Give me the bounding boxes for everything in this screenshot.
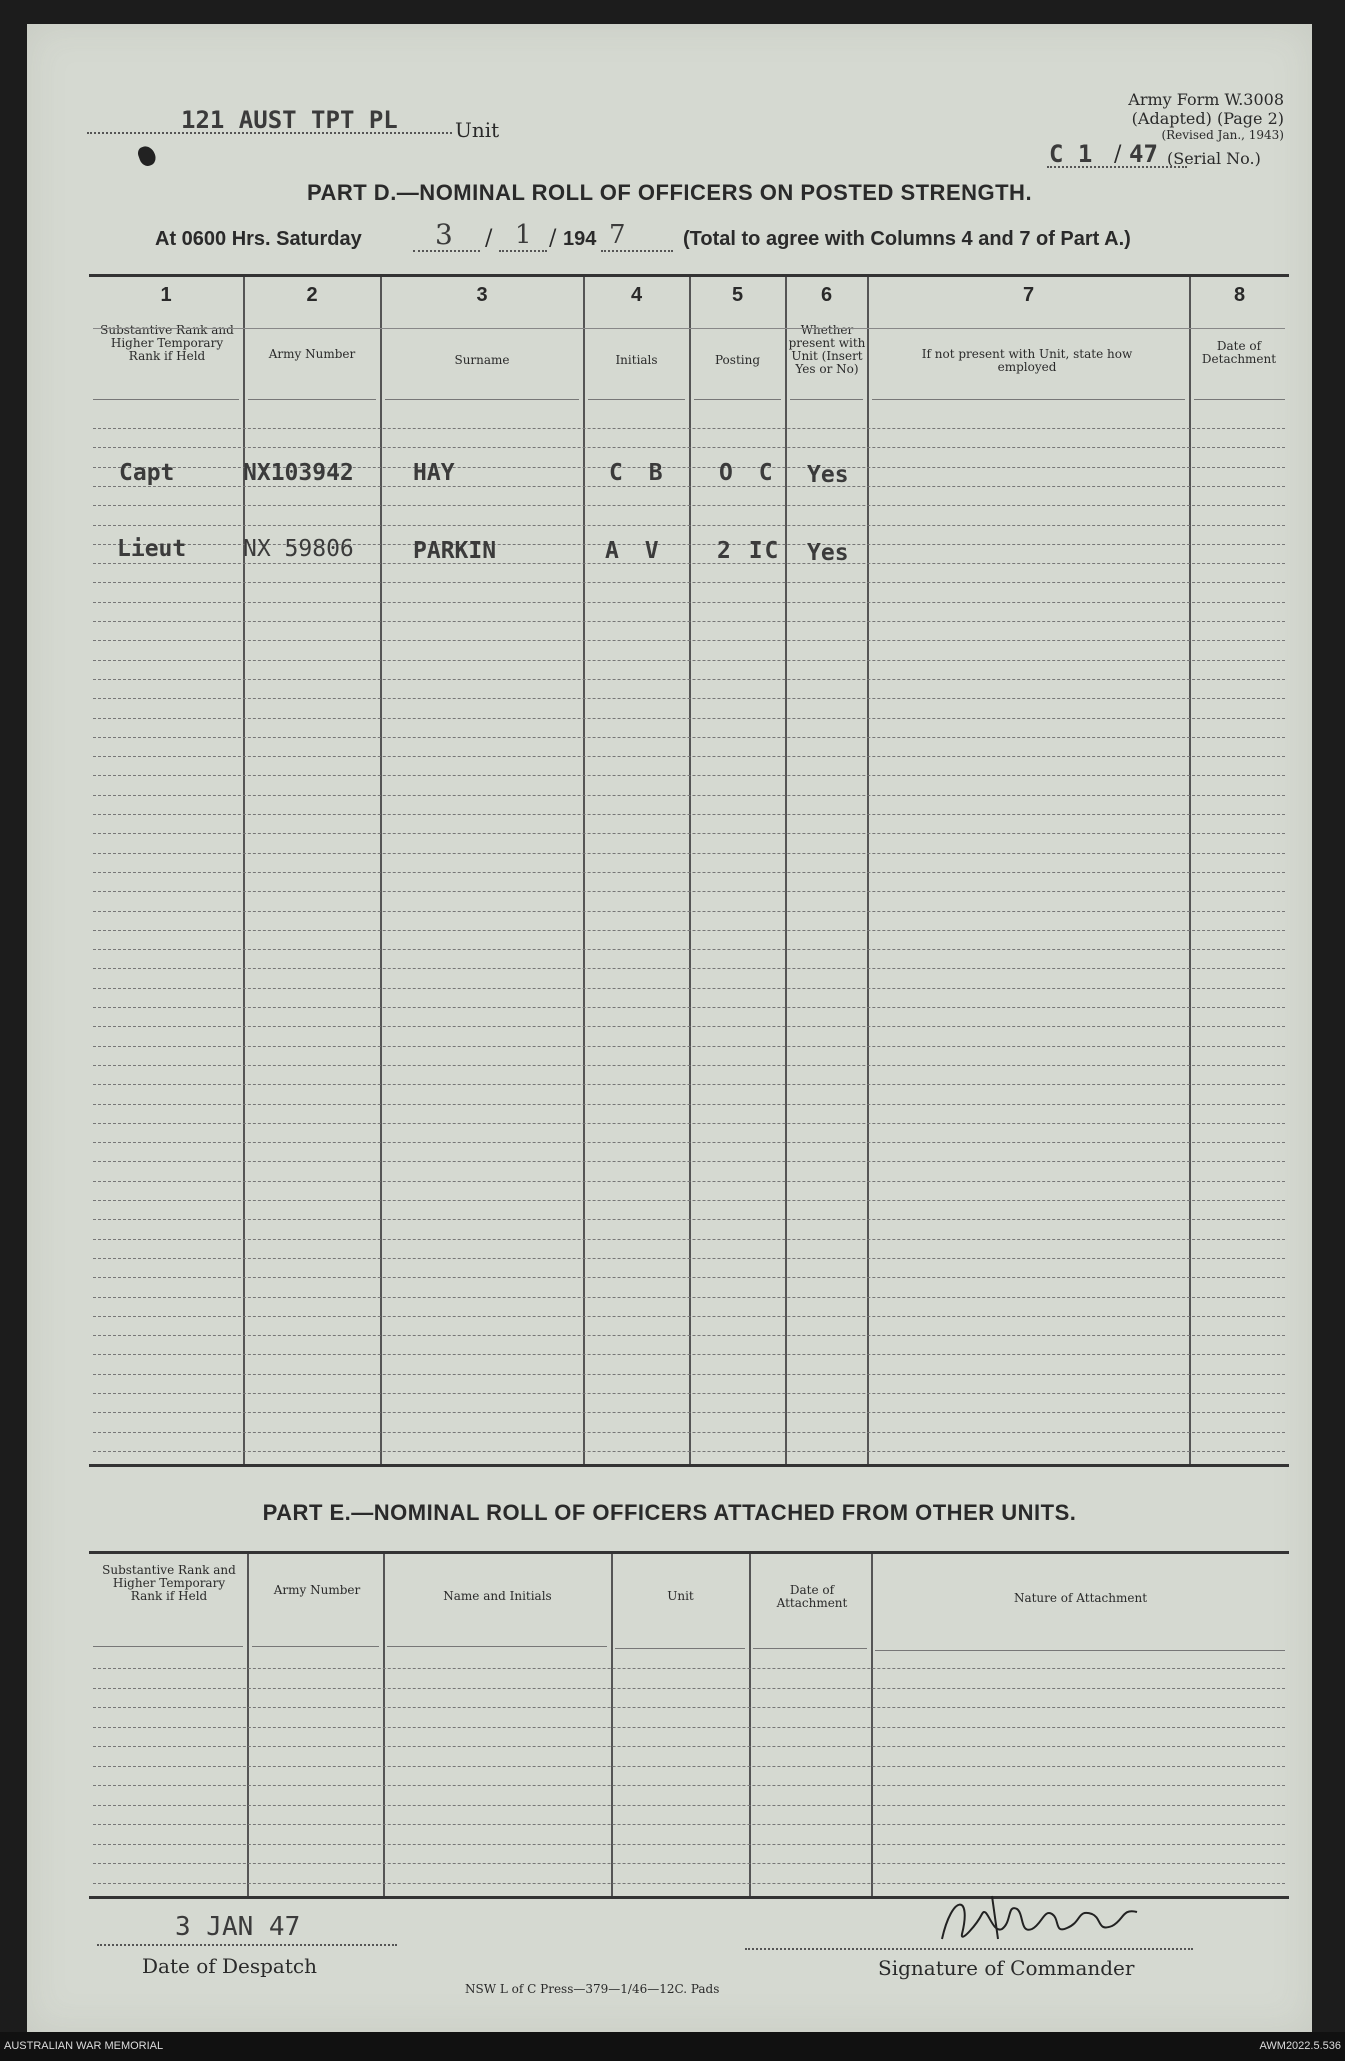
despatch-value: 3 JAN 47 [175,1912,301,1942]
row-1-surname: HAY [413,460,455,486]
part-d-ruled-line [93,1065,1285,1066]
col-6-header-rule [790,399,863,400]
part-e-ruled-line [93,1727,1285,1728]
part-d-ruled-line [93,1104,1285,1105]
col-8-header-rule [1194,399,1285,400]
part-d-ruled-line [93,1026,1285,1027]
part-d-ruled-line [93,525,1285,526]
part-d-ruled-line [93,1297,1285,1298]
col-2-number: 2 [306,284,318,306]
part-d-ruled-line [93,679,1285,680]
part-d-ruled-line [93,582,1285,583]
archive-id: AWM2022.5.536 [1259,2040,1341,2052]
part-d-ruled-line [93,814,1285,815]
col-7-header-rule [872,399,1185,400]
col-1-header: Substantive Rank and Higher Temporary Rank if Held [100,323,234,363]
part-d-ruled-line [93,968,1285,969]
part-e-ruled-line [93,1746,1285,1747]
part-d-divider-7 [1189,277,1191,1464]
row-2-posting: 2 IC [717,538,781,564]
part-d-ruled-line [93,505,1285,506]
despatch-label: Date of Despatch [142,1954,317,1978]
row-2-present: Yes [807,540,849,566]
part-d-ruled-line [93,1258,1285,1259]
serial-slash: / [1114,142,1122,167]
col-1-number: 1 [160,284,172,306]
part-d-divider-6 [867,277,869,1464]
part-e-ruled-line [93,1785,1285,1786]
row-2-rank: Lieut [117,536,187,562]
row-1-rank: Capt [119,460,175,486]
serial-label: (Serial No.) [1167,149,1261,168]
part-d-ruled-line [93,1200,1285,1201]
e-col-1-header: Substantive Rank and Higher Temporary Rank if Held [102,1563,236,1603]
part-e-title: PART E.—NOMINAL ROLL OF OFFICERS ATTACHED FROM OTHER UNITS. [262,1500,1077,1525]
col-5-header: Posting [714,353,761,367]
part-e-ruled-line [93,1863,1285,1864]
col-5-number: 5 [731,284,744,306]
part-d-ruled-line [93,1393,1285,1394]
part-d-ruled-line [93,486,1285,487]
part-e-ruled-line [93,1766,1285,1767]
col-8-header: Date of Detachment [1201,339,1277,366]
part-d-ruled-line [93,1354,1285,1355]
e-col-2-header: Army Number [273,1583,361,1597]
signature-label: Signature of Commander [878,1956,1135,1980]
part-d-ruled-line [93,1181,1285,1182]
e-col-4-header-rule [615,1648,745,1649]
col-4-header-rule [588,399,685,400]
part-d-ruled-line [93,1142,1285,1143]
e-col-5-header-rule [753,1648,867,1649]
row-1-initials: C B [609,460,669,486]
part-d-ruled-line [93,1432,1285,1433]
e-col-4-header: Unit [667,1589,694,1603]
part-d-title: PART D.—NOMINAL ROLL OF OFFICERS ON POSTED STRENGTH. [306,180,1033,205]
part-d-ruled-line [93,660,1285,661]
part-e-ruled-line [93,1844,1285,1845]
col-8-number: 8 [1233,284,1246,306]
part-d-ruled-line [93,930,1285,931]
part-d-ruled-line [93,698,1285,699]
date-line-suffix: (Total to agree with Columns 4 and 7 of Part A.) [683,228,1131,250]
e-col-1-header-rule [93,1646,243,1647]
col-4-header: Initials [615,353,658,367]
header-number-rule [93,328,1285,329]
part-d-bottom-rule [89,1464,1289,1467]
col-3-header: Surname [454,353,510,367]
col-7-header: If not present with Unit, state how employed [921,347,1133,374]
part-d-divider-4 [689,277,691,1464]
part-d-ruled-line [93,853,1285,854]
e-col-3-header: Name and Initials [443,1589,552,1603]
col-1-header-rule [93,399,239,400]
date-slash-2: / [549,226,557,251]
part-d-ruled-line [93,891,1285,892]
part-d-ruled-line [93,447,1285,448]
part-e-ruled-line [93,1668,1285,1669]
part-d-ruled-line [93,1219,1285,1220]
part-d-ruled-line [93,795,1285,796]
part-e-divider-3 [611,1554,613,1896]
e-col-6-header-rule [875,1650,1285,1651]
part-d-ruled-line [93,911,1285,912]
e-col-3-header-rule [387,1646,607,1647]
serial-prefix: C 1 [1049,140,1093,168]
part-d-ruled-line [93,988,1285,989]
form-name: Army Form W.3008 [1128,90,1284,109]
part-d-ruled-line [93,621,1285,622]
e-col-6-header: Nature of Attachment [1013,1591,1148,1605]
part-d-ruled-line [93,640,1285,641]
col-3-number: 3 [476,284,488,306]
part-d-ruled-line [93,1335,1285,1336]
part-d-ruled-line [93,775,1285,776]
archive-name: AUSTRALIAN WAR MEMORIAL [4,2040,164,2052]
part-d-ruled-line [93,1123,1285,1124]
date-month: 1 [515,220,532,250]
unit-label: Unit [455,118,500,142]
date-year-prefix: 194 [563,228,597,250]
col-6-header: Whether present with Unit (Insert Yes or No) [788,323,866,376]
part-d-ruled-line [93,718,1285,719]
part-d-ruled-line [93,1277,1285,1278]
part-d-ruled-line [93,1451,1285,1452]
col-2-header-rule [248,399,376,400]
commander-signature [932,1884,1152,1954]
part-e-top-rule [89,1551,1289,1554]
part-d-divider-1 [243,277,245,1464]
e-col-5-header: Date of Attachment [776,1583,848,1610]
date-year-suffix: 7 [609,220,626,250]
row-1-army-number: NX103942 [243,460,354,486]
part-d-divider-2 [380,277,382,1464]
part-d-ruled-line [93,1084,1285,1085]
part-d-ruled-line [93,563,1285,564]
serial-number: 47 [1129,140,1158,168]
part-e-ruled-line [93,1824,1285,1825]
e-col-2-header-rule [252,1646,379,1647]
row-1-posting: O C [719,460,779,486]
col-3-header-rule [385,399,579,400]
part-d-ruled-line [93,1161,1285,1162]
part-d-ruled-line [93,1007,1285,1008]
part-d-ruled-line [93,1374,1285,1375]
part-d-ruled-line [93,756,1285,757]
form-page [27,24,1312,2032]
part-d-ruled-line [93,1412,1285,1413]
part-d-ruled-line [93,872,1285,873]
date-year-line [601,250,673,252]
date-line-prefix: At 0600 Hrs. Saturday [155,228,362,250]
date-day: 3 [435,218,453,251]
part-d-divider-5 [785,277,787,1464]
unit-value: 121 AUST TPT PL [181,106,398,134]
part-e-divider-2 [383,1554,385,1896]
part-d-ruled-line [93,602,1285,603]
date-month-line [499,250,547,252]
part-e-ruled-line [93,1707,1285,1708]
form-adapted: (Adapted) (Page 2) [1131,109,1284,128]
row-2-army-number: NX 59806 [243,536,354,562]
part-d-ruled-line [93,428,1285,429]
date-slash-1: / [485,226,493,251]
part-d-ruled-line [93,1239,1285,1240]
part-e-ruled-line [93,1805,1285,1806]
part-d-ruled-line [93,949,1285,950]
archive-footer [0,2032,1345,2061]
form-identifier [1128,90,1284,142]
part-d-ruled-line [93,1316,1285,1317]
part-d-ruled-line [93,1046,1285,1047]
row-2-surname: PARKIN [413,538,497,564]
part-d-divider-3 [583,277,585,1464]
signature-dotted-line [745,1948,1193,1950]
ink-mark [136,144,158,168]
press-line: NSW L of C Press—379—1/46—12C. Pads [465,1982,720,1996]
part-d-ruled-line [93,833,1285,834]
col-5-header-rule [694,399,781,400]
part-e-ruled-line [93,1688,1285,1689]
part-e-divider-1 [247,1554,249,1896]
row-2-initials: A V [605,538,665,564]
row-1-present: Yes [807,462,849,488]
serial-dotted-line [1047,166,1187,168]
col-2-header: Army Number [268,347,356,361]
part-d-ruled-line [93,737,1285,738]
col-4-number: 4 [630,284,643,306]
col-6-number: 6 [820,284,833,306]
form-revised: (Revised Jan., 1943) [1161,128,1284,142]
part-e-divider-5 [871,1554,873,1896]
despatch-dotted-line [97,1944,397,1946]
unit-dotted-line [87,132,452,134]
part-e-divider-4 [749,1554,751,1896]
col-7-number: 7 [1022,284,1035,306]
